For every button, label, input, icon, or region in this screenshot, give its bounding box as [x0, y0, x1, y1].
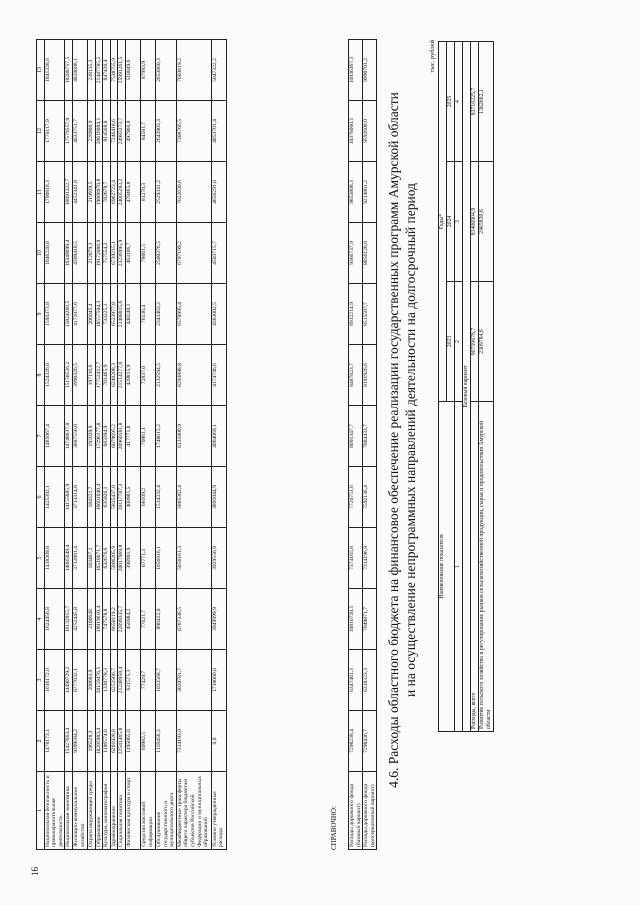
year-cell: 2025: [447, 41, 455, 161]
value-cell: 6578995,4: [176, 284, 211, 345]
value-cell: 4363002,5: [211, 284, 226, 345]
table-row: [110, 40, 118, 850]
value-cell: 4853701,4: [211, 101, 226, 162]
unit-note: тыс. рублей: [429, 40, 436, 73]
value-cell: 10810720,5: [349, 589, 363, 650]
value-cell: 1033568,7: [155, 650, 176, 711]
value-cell: 21248958,4: [118, 650, 126, 711]
value-cell: 814568,8: [103, 101, 111, 162]
column-number-header: 4: [37, 589, 45, 650]
value-cell: 20017969,8: [118, 528, 126, 589]
value-cell: 7592136,4: [363, 467, 377, 528]
column-number-header: 3: [37, 650, 45, 711]
value-cell: 238135,3: [87, 40, 95, 101]
value-cell: 18288757,5: [65, 40, 73, 101]
value-cell: 206045,4: [87, 284, 95, 345]
value-cell: 2343463,2: [155, 284, 176, 345]
value-cell: 3891044,9: [211, 467, 226, 528]
table-row: [155, 40, 176, 850]
value-cell: 6962723,4: [110, 162, 118, 223]
value-cell: 1478173,1: [44, 711, 65, 772]
table-row: [87, 40, 95, 850]
table-row: [103, 40, 111, 850]
value-cell: 1118456,3: [155, 711, 176, 772]
column-number-header: 13: [37, 40, 45, 101]
value-cell: 76136,4: [140, 284, 155, 345]
value-cell: 497960,8: [125, 101, 140, 162]
value-cell: 1330778,3: [103, 650, 111, 711]
value-cell: 7603619,2: [176, 40, 211, 101]
value-cell: 212879,3: [87, 223, 95, 284]
table-header-row: [37, 40, 45, 850]
column-number-header: 6: [37, 467, 45, 528]
value-cell: 17579557,0: [65, 101, 73, 162]
value-cell: 24005283,2: [118, 162, 126, 223]
value-cell: 4171077,6: [72, 284, 87, 345]
row-label: Физическая культура и спорт: [125, 772, 140, 850]
value-cell: 2653860,3: [155, 40, 176, 101]
row-label: Национальная экономика: [65, 772, 73, 850]
rotated-content: [30, 22, 610, 882]
value-cell: 184321,7: [87, 467, 95, 528]
value-cell: 1624456,8: [44, 589, 65, 650]
row-label: Условно утвержденные расходы: [211, 772, 226, 850]
road-fund-table: [348, 39, 377, 850]
value-cell: 1524326,0: [44, 345, 65, 406]
value-cell: 7314193,0: [176, 711, 211, 772]
row-label: Социальная политика: [118, 772, 126, 850]
value-cell: 6079695,2: [110, 406, 118, 467]
value-cell: 21514277,0: [118, 345, 126, 406]
row-label: Обслуживание государственного и муниципального долга: [155, 772, 176, 850]
value-cell: 20960181,8: [118, 406, 126, 467]
value-cell: 4820688,1: [72, 40, 87, 101]
col-number: 2: [455, 282, 463, 402]
row-label: Охрана окружающей среды: [87, 772, 95, 850]
table-row: [176, 40, 211, 850]
value-cell: 1425392,1: [44, 467, 65, 528]
value-cell: 8091347,7: [349, 406, 363, 467]
value-cell: 5835437,0: [110, 467, 118, 528]
value-cell: 24983373,7: [118, 101, 126, 162]
value-cell: 20117787,3: [118, 467, 126, 528]
value-cell: 8487823,7: [349, 345, 363, 406]
value-cell: 2465830,6: [479, 162, 494, 282]
value-cell: 14085649,4: [65, 528, 73, 589]
value-cell: 23236995,9: [118, 223, 126, 284]
value-cell: 417771,8: [125, 406, 140, 467]
value-cell: 2643903,3: [155, 101, 176, 162]
value-cell: 15158526,2: [65, 345, 73, 406]
value-cell: 8912214,9: [349, 284, 363, 345]
value-cell: 183407,2: [87, 528, 95, 589]
value-cell: 22488815,6: [118, 284, 126, 345]
value-cell: 1593373,8: [44, 284, 65, 345]
value-cell: 747578,8: [103, 589, 111, 650]
value-cell: 6523977,8: [110, 284, 118, 345]
value-cell: 228900,9: [87, 101, 95, 162]
value-cell: 6293898,8: [176, 345, 211, 406]
value-cell: 67771,3: [140, 528, 155, 589]
year-cell: 2023: [447, 282, 455, 402]
value-cell: 3949999,9: [211, 589, 226, 650]
value-cell: 19808970,8: [95, 162, 103, 223]
value-cell: 782678,7: [103, 162, 111, 223]
value-cell: 3713314,8: [72, 467, 87, 528]
row-label: Средства массовой информации: [140, 772, 155, 850]
value-cell: 400981,5: [125, 467, 140, 528]
value-cell: 208603,9: [87, 650, 95, 711]
row-label: Расходы, всего: [471, 402, 479, 732]
value-cell: 6131800,9: [176, 406, 211, 467]
row-label: Культура, кинематография: [103, 772, 111, 850]
year-cell: 2024: [447, 162, 455, 282]
col-number: 3: [455, 162, 463, 282]
value-cell: 5047322,2: [211, 40, 226, 101]
heading-line-2: и на осуществление непрограммных направлений деятельности на долгосрочный период: [403, 183, 418, 697]
value-cell: 68109,2: [140, 467, 155, 528]
value-cell: 1748615,2: [155, 406, 176, 467]
value-cell: 7884433,7: [363, 406, 377, 467]
value-cell: 84581,7: [140, 101, 155, 162]
value-cell: 25991261,5: [118, 40, 126, 101]
value-cell: 4064069,1: [211, 406, 226, 467]
value-cell: 621575,3: [125, 650, 140, 711]
value-cell: 478465,8: [125, 162, 140, 223]
table-row: [44, 40, 65, 850]
column-number-header: 10: [37, 223, 45, 284]
value-cell: 16132955,7: [65, 589, 73, 650]
value-cell: 9990701,2: [363, 40, 377, 101]
value-cell: 81406904,9: [471, 162, 479, 282]
page-number: 16: [30, 867, 40, 876]
value-cell: 6777032,1: [72, 650, 87, 711]
col-number: 4: [455, 41, 463, 161]
col-number: 1: [455, 402, 463, 732]
value-cell: 683394,9: [103, 406, 111, 467]
value-cell: 4309418,5: [72, 223, 87, 284]
value-cell: 8515507,7: [363, 284, 377, 345]
value-cell: 7374165,8: [349, 528, 363, 589]
value-cell: 4174746,6: [211, 345, 226, 406]
value-cell: 196528,3: [87, 711, 95, 772]
value-cell: 17296177,8: [95, 406, 103, 467]
value-cell: 9214801,2: [363, 162, 377, 223]
value-cell: 7246418,6: [110, 101, 118, 162]
value-cell: 2500376,5: [155, 223, 176, 284]
value-cell: 7538755,9: [110, 40, 118, 101]
column-number-header: 1: [37, 772, 45, 850]
value-cell: 1710000,0: [211, 650, 226, 711]
value-cell: 14155885,9: [65, 467, 73, 528]
value-cell: 20616084,1: [95, 101, 103, 162]
col-years-header: Годы*: [439, 41, 447, 401]
value-cell: 4633751,7: [72, 101, 87, 162]
value-cell: 9853808,3: [349, 162, 363, 223]
value-cell: 14748637,0: [65, 406, 73, 467]
column-number-header: 9: [37, 284, 45, 345]
column-number-header: 8: [37, 345, 45, 406]
col-name-header: Наименование показателя: [439, 402, 455, 732]
value-cell: 6240208,3: [110, 345, 118, 406]
table-row: [118, 40, 126, 850]
value-cell: 15824260,5: [65, 284, 73, 345]
value-cell: 16601040,4: [95, 467, 103, 528]
row-label: Жилищно-коммунальное хозяйство: [72, 772, 87, 850]
value-cell: 1700818,3: [44, 162, 65, 223]
value-cell: 72837,0: [140, 345, 155, 406]
value-cell: 15427663,4: [65, 711, 73, 772]
value-cell: 21447785,2: [95, 40, 103, 101]
heading-line-1: 4.6. Расходы областного бюджета на финансовое обеспечение реализации государственных программ Амурской области: [386, 92, 401, 788]
value-cell: 6318323,3: [363, 650, 377, 711]
value-cell: 16349099,4: [65, 223, 73, 284]
value-cell: 90759678,7: [471, 282, 479, 402]
value-cell: 3929556,9: [211, 528, 226, 589]
value-cell: 4503715,7: [211, 223, 226, 284]
value-cell: 1362662,1: [479, 41, 494, 161]
value-cell: 463106,7: [125, 223, 140, 284]
value-cell: 17752412,7: [95, 345, 103, 406]
table-row: [140, 40, 155, 850]
row-label: Межбюджетные трансферты общего характера бюджетам субъектов Российской Федерации и муниципальных образований: [176, 772, 211, 850]
value-cell: 733225,1: [103, 284, 111, 345]
value-cell: 9366737,9: [349, 223, 363, 284]
value-cell: 1186574,0: [103, 711, 111, 772]
value-cell: 19172088,9: [95, 223, 103, 284]
value-cell: 18919610,4: [95, 589, 103, 650]
value-cell: 7049871,7: [363, 589, 377, 650]
value-cell: 5856161,3: [176, 528, 211, 589]
value-cell: 3990326,5: [72, 345, 87, 406]
value-cell: 1056916,1: [155, 528, 176, 589]
value-cell: 7314196,9: [363, 528, 377, 589]
value-cell: 197116,6: [87, 345, 95, 406]
value-cell: 9399584,2: [72, 711, 87, 772]
programs-table: [438, 41, 494, 732]
value-cell: 632676,6: [103, 528, 111, 589]
value-cell: 6707336,5: [176, 589, 211, 650]
column-number-header: 11: [37, 162, 45, 223]
value-cell: 18285983,4: [95, 711, 103, 772]
column-number-header: 2: [37, 711, 45, 772]
table-row: [363, 40, 377, 850]
table-row: [349, 40, 363, 850]
value-cell: 10936367,3: [349, 40, 363, 101]
value-cell: 701465,9: [103, 345, 111, 406]
value-cell: 5885362,4: [176, 467, 211, 528]
value-cell: 456984,2: [125, 589, 140, 650]
value-cell: 7720751,6: [349, 467, 363, 528]
value-cell: 77429,7: [140, 650, 155, 711]
value-cell: 2100648: [87, 589, 95, 650]
value-cell: 81270,3: [140, 162, 155, 223]
value-cell: 6650119,2: [110, 589, 118, 650]
value-cell: 22541465,8: [118, 711, 126, 772]
value-cell: 6201928,8: [110, 711, 118, 772]
expenditure-table: [36, 39, 227, 850]
value-cell: 2132594,5: [155, 345, 176, 406]
value-cell: 2309784,6: [479, 282, 494, 402]
value-cell: 78661,5: [140, 223, 155, 284]
value-cell: 6252566,7: [110, 650, 118, 711]
reference-label: СПРАВОЧНО:: [330, 806, 338, 850]
value-cell: 448240,1: [125, 284, 140, 345]
row-label: Расходы дорожного фонда (базовый вариант): [349, 772, 363, 850]
value-cell: 1195065,0: [125, 711, 140, 772]
value-cell: 3712801,4: [72, 528, 87, 589]
value-cell: 7298436,7: [363, 711, 377, 772]
value-cell: 4656291,0: [211, 162, 226, 223]
value-cell: 1485067,4: [44, 406, 65, 467]
table-row: [95, 40, 103, 850]
value-cell: 757554,2: [103, 223, 111, 284]
value-cell: 14490729,2: [65, 650, 73, 711]
value-cell: 192039,9: [87, 406, 95, 467]
row-label: Развитие сельского хозяйства и регулирование рынков сельскохозяйственной продукции, сырья и продовольствия Амурской области: [479, 402, 494, 732]
value-cell: 8856128,0: [363, 223, 377, 284]
value-cell: 3887556,0: [72, 406, 87, 467]
table-row: [211, 40, 226, 850]
value-cell: 0,0: [211, 711, 226, 772]
value-cell: 4252445,8: [72, 589, 87, 650]
value-cell: 4452341,8: [72, 162, 87, 223]
row-label: Здравоохранение: [110, 772, 118, 850]
value-cell: 70961,1: [140, 406, 155, 467]
value-cell: 1841328,6: [44, 40, 65, 101]
value-cell: 22899335,7: [118, 589, 126, 650]
column-number-header: 7: [37, 406, 45, 467]
value-cell: 5806205,9: [110, 528, 118, 589]
value-cell: 6739215,1: [110, 223, 118, 284]
value-cell: 83710225,7: [471, 41, 479, 161]
row-label: Расходы дорожного фонда (консервативный вариант): [363, 772, 377, 850]
value-cell: 219939,5: [87, 162, 95, 223]
value-cell: 20159476,5: [95, 650, 103, 711]
value-cell: 847430,4: [103, 40, 111, 101]
value-cell: 1418309,8: [44, 528, 65, 589]
value-cell: 18557504,3: [95, 284, 103, 345]
value-cell: 3039781,7: [176, 650, 211, 711]
column-number-header: 5: [37, 528, 45, 589]
value-cell: 7298238,4: [349, 711, 363, 772]
value-cell: 10376060,1: [349, 101, 363, 162]
value-cell: 1514332,4: [155, 467, 176, 528]
table-row: [72, 40, 87, 850]
value-cell: 9592608,0: [363, 101, 377, 162]
value-cell: 428815,9: [125, 345, 140, 406]
value-cell: 16891322,7: [65, 162, 73, 223]
table-row: [125, 40, 140, 850]
value-cell: 398991,9: [125, 528, 140, 589]
value-cell: 635926,1: [103, 467, 111, 528]
value-cell: 6347461,3: [349, 650, 363, 711]
value-cell: 87993,9: [140, 40, 155, 101]
value-cell: 69982,5: [140, 711, 155, 772]
value-cell: 896412,0: [155, 589, 176, 650]
column-number-header: 12: [37, 101, 45, 162]
value-cell: 518049,6: [125, 40, 140, 101]
value-cell: 7308766,5: [176, 101, 211, 162]
value-cell: 77621,7: [140, 589, 155, 650]
table-row: [65, 40, 73, 850]
value-cell: 7022630,6: [176, 162, 211, 223]
value-cell: 1646220,8: [44, 223, 65, 284]
row-label: Национальная безопасность и правоохранительная деятельность: [44, 772, 65, 850]
value-cell: 6797199,2: [176, 223, 211, 284]
value-cell: 1616172,0: [44, 650, 65, 711]
value-cell: 16518671,7: [95, 528, 103, 589]
section-heading: [385, 30, 419, 850]
variant-row: Базовый вариант: [463, 41, 471, 731]
row-label: Образование: [95, 772, 103, 850]
value-cell: 8191926,6: [363, 345, 377, 406]
value-cell: 2529341,2: [155, 162, 176, 223]
value-cell: 1770117,9: [44, 101, 65, 162]
